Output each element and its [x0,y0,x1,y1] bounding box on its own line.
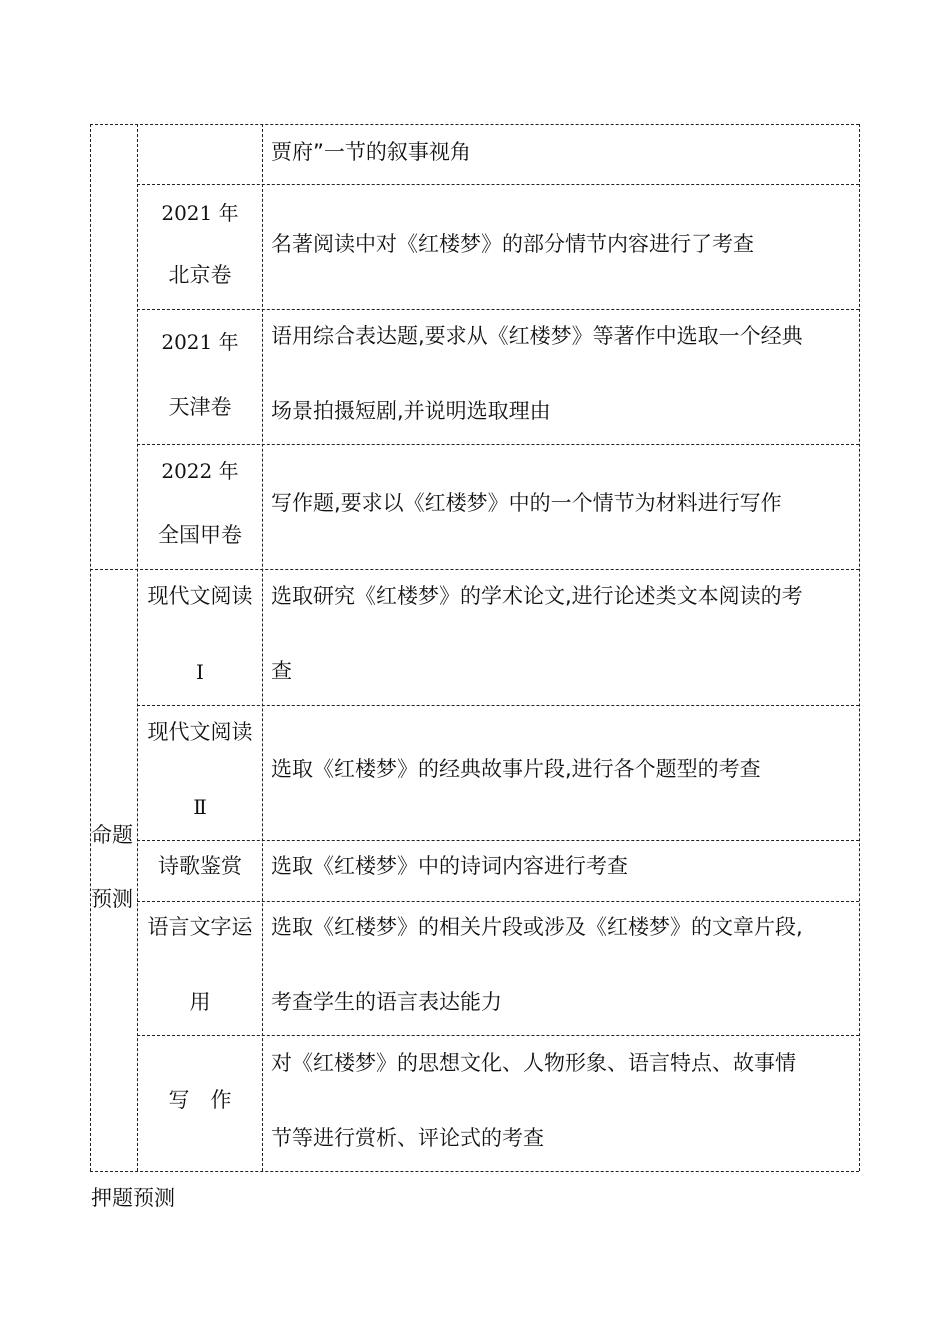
table-cell-description: 选取研究《红楼梦》的学术论文,进行论述类文本阅读的考 [271,584,803,608]
row-divider [137,184,859,185]
table-border-right [859,124,860,1171]
table-cell-question-type: Ⅰ [196,660,204,684]
prediction-section-label: 预测 [91,887,133,911]
table-cell-question-type: 现代文阅读 [147,584,253,608]
table-cell-question-type: 诗歌鉴赏 [158,854,242,878]
table-cell-paper: 天津卷 [168,395,232,419]
table-cell-description: 贾府”一节的叙事视角 [271,140,471,164]
table-cell-question-type: Ⅱ [193,795,207,819]
section-divider [90,569,859,570]
prediction-section-label: 命题 [91,823,133,847]
row-divider [137,309,859,310]
table-border-top [90,124,859,125]
table-cell-description: 对《红楼梦》的思想文化、人物形象、语言特点、故事情 [271,1051,796,1075]
table-cell-question-type: 用 [189,990,211,1014]
table-cell-paper: 北京卷 [168,263,232,287]
row-divider [137,1035,859,1036]
table-cell-description: 名著阅读中对《红楼梦》的部分情节内容进行了考查 [271,232,754,256]
section-heading: 押题预测 [91,1186,175,1210]
table-cell-description: 考查学生的语言表达能力 [271,990,502,1014]
table-cell-description: 查 [271,659,292,683]
table-cell-paper: 全国甲卷 [158,523,242,547]
table-cell-year: 2022 年 [161,459,239,483]
table-cell-description: 节等进行赏析、评论式的考查 [271,1126,544,1150]
row-divider [137,444,859,445]
table-cell-question-type: 写 作 [168,1088,232,1112]
table-cell-question-type: 现代文阅读 [147,720,253,744]
table-cell-description: 写作题,要求以《红楼梦》中的一个情节为材料进行写作 [271,491,782,515]
table-cell-description: 选取《红楼梦》的经典故事片段,进行各个题型的考查 [271,757,761,781]
table-cell-year: 2021 年 [161,330,239,354]
row-divider [137,840,859,841]
table-border-left [90,124,91,1171]
table-cell-question-type: 语言文字运 [147,915,253,939]
table-cell-description: 选取《红楼梦》中的诗词内容进行考查 [271,854,628,878]
table-border-col2 [262,124,263,1171]
row-divider [137,901,859,902]
table-cell-description: 场景拍摄短剧,并说明选取理由 [271,399,551,423]
table-cell-description: 语用综合表达题,要求从《红楼梦》等著作中选取一个经典 [271,324,803,348]
row-divider [137,705,859,706]
table-cell-year: 2021 年 [161,201,239,225]
table-border-bottom [90,1171,859,1172]
table-cell-description: 选取《红楼梦》的相关片段或涉及《红楼梦》的文章片段, [271,915,803,939]
